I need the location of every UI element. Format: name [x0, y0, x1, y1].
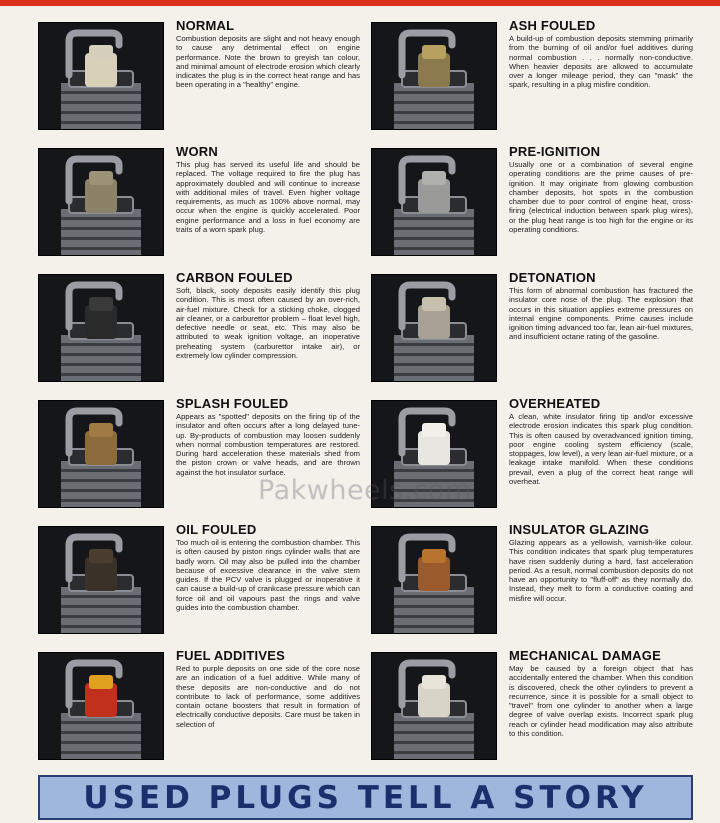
entry-body: [509, 18, 693, 90]
spark-plug-insulator-glazing-icon: [371, 526, 497, 634]
spark-plug-overheated-icon: [371, 400, 497, 508]
entry-body: [509, 648, 693, 738]
entry-title: ASH FOULED: [509, 18, 596, 33]
plug-condition-entry: [38, 648, 371, 774]
entry-title: PRE-IGNITION: [509, 144, 601, 159]
spark-plug-carbon-fouled-icon: [38, 274, 164, 382]
plug-condition-entry: [371, 144, 704, 270]
plug-condition-entry: [371, 18, 704, 144]
entry-description: A build-up of combustion deposits stemming primarily from the burning of oil and/or fuel additives during normal combustion . . . normally non-conductive. When heavier deposits are allowed to accumulate over a longer mileage period, they can "mask" the spark, resulting in a plug misfire condition.: [509, 34, 693, 90]
entry-description: May be caused by a foreign object that has accidentally entered the chamber. When this condition is discovered, check the other cylinders to prevent a recurrence, since it is possible for a small object to "travel" from one cylinder to another when a large degree of valve overlap exists. Incorrect spark plug reach or cylinder head modification may also attribute to this condition.: [509, 664, 693, 739]
entry-title: OIL FOULED: [176, 522, 257, 537]
plug-condition-entry: [38, 270, 371, 396]
banner-title: USED PLUGS TELL A STORY: [83, 779, 648, 816]
entry-title: SPLASH FOULED: [176, 396, 289, 411]
entry-title: DETONATION: [509, 270, 596, 285]
plug-condition-grid: [38, 18, 704, 774]
plug-condition-entry: [371, 396, 704, 522]
entry-description: Soft, black, sooty deposits easily identify this plug condition. This is most often caused by an over-rich, air-fuel mixture. Check for a sticking choke, clogged air cleaner, or a carburettor problem – float level high, defective needle or seat, etc. This may also be attributed to weak ignition voltage, an inoperative preheating system (carburettor intake air), or extremely low cylinder compression.: [176, 286, 360, 361]
entry-title: INSULATOR GLAZING: [509, 522, 650, 537]
spark-plug-detonation-icon: [371, 274, 497, 382]
plug-condition-entry: [38, 144, 371, 270]
entry-body: [509, 270, 693, 342]
watermark: Pakwheels.com: [258, 475, 472, 506]
spark-plug-ash-fouled-icon: [371, 22, 497, 130]
entry-title: WORN: [176, 144, 218, 159]
entry-description: Glazing appears as a yellowish, varnish-like colour. This condition indicates that spark plug temperatures have risen suddenly during a hard, fast acceleration period. As a result, normal combustion deposits do not have an opportunity to "fluff-off" as they normally do. Instead, they melt to form a conductive coating and misfire will occur.: [509, 538, 693, 603]
plug-condition-entry: [371, 270, 704, 396]
entry-description: Usually one or a combination of several engine operating conditions are the prime causes of pre-ignition. It may originate from glowing combustion chamber deposits, hot spots in the combustion chamber due to poor control of engine heat, cross-firing (electrical induction between spark plug wires), or the plug heat range is too high for the engine or its operating conditions.: [509, 160, 693, 235]
spark-plug-splash-fouled-icon: [38, 400, 164, 508]
entry-body: [176, 18, 360, 90]
entry-description: This form of abnormal combustion has fractured the insulator core nose of the plug. The explosion that occurs in this situation applies extreme pressures on internal engine components. Prime causes include ignition timing advanced too far, lean air-fuel mixtures, and insufficient octane rating of the gasoline.: [509, 286, 693, 342]
entry-description: This plug has served its useful life and should be replaced. The voltage required to fire the plug has approximately doubled and will continue to increase with additional miles of travel. Even higher voltage requirements, as much as 100% above normal, may occur when the engine is quickly accelerated. Poor engine performance and a loss in fuel economy are traits of a worn spark plug.: [176, 160, 360, 235]
banner: [38, 775, 693, 820]
entry-description: Appears as "spotted" deposits on the firing tip of the insulator and often occurs after a long delayed tune-up. By-products of combustion may loosen suddenly when normal combustion temperatures are restored. During hard acceleration these materials shed from the piston crown or valve heads, and are thrown against the hot insulator surface.: [176, 412, 360, 477]
plug-condition-entry: [371, 648, 704, 774]
entry-body: [509, 522, 693, 603]
entry-body: [509, 396, 693, 486]
plug-condition-entry: [371, 522, 704, 648]
entry-title: MECHANICAL DAMAGE: [509, 648, 661, 663]
entry-description: A clean, white insulator firing tip and/or excessive electrode erosion indicates this spark plug condition. This is often caused by overadvanced ignition timing, poor engine cooling system efficiency (scale, stoppages, low level), a very lean air-fuel mixture, or a leakage intake manifold. When these conditions prevail, even a plug of the correct heat range will overheat.: [509, 412, 693, 487]
spark-plug-worn-icon: [38, 148, 164, 256]
entry-body: [176, 396, 360, 477]
entry-title: FUEL ADDITIVES: [176, 648, 285, 663]
entry-body: [509, 144, 693, 234]
spark-plug-oil-fouled-icon: [38, 526, 164, 634]
entry-body: [176, 648, 360, 729]
entry-title: OVERHEATED: [509, 396, 601, 411]
plug-condition-entry: [38, 522, 371, 648]
entry-body: [176, 522, 360, 612]
entry-title: CARBON FOULED: [176, 270, 293, 285]
spark-plug-fuel-additives-icon: [38, 652, 164, 760]
entry-description: Red to purple deposits on one side of the core nose are an indication of a fuel additive. While many of these deposits are non-conductive and do not contribute to lack of performance, some additives contain octane boosters that result in formation of electrically conductive deposits. Care must be taken in selection of: [176, 664, 360, 729]
spark-plug-pre-ignition-icon: [371, 148, 497, 256]
entry-description: Combustion deposits are slight and not heavy enough to cause any detrimental effect on engine performance. Note the brown to greyish tan colour, and minimal amount of electrode erosion which clearly indicates the plug is in the correct heat range and has been operating in a "healthy" engine.: [176, 34, 360, 90]
entry-body: [176, 270, 360, 360]
spark-plug-normal-icon: [38, 22, 164, 130]
plug-condition-entry: [38, 396, 371, 522]
entry-body: [176, 144, 360, 234]
plug-condition-entry: [38, 18, 371, 144]
spark-plug-mechanical-damage-icon: [371, 652, 497, 760]
entry-title: NORMAL: [176, 18, 235, 33]
entry-description: Too much oil is entering the combustion chamber. This is often caused by piston rings cylinder walls that are badly worn. Oil may also be pulled into the chamber because of excessive clearance in the valve stem guides. If the PCV valve is plugged or inoperative it can cause a build-up of crankcase pressure which can force oil and oil vapours past the rings and valve guides into the combustion chamber.: [176, 538, 360, 613]
top-accent-bar: [0, 0, 720, 6]
